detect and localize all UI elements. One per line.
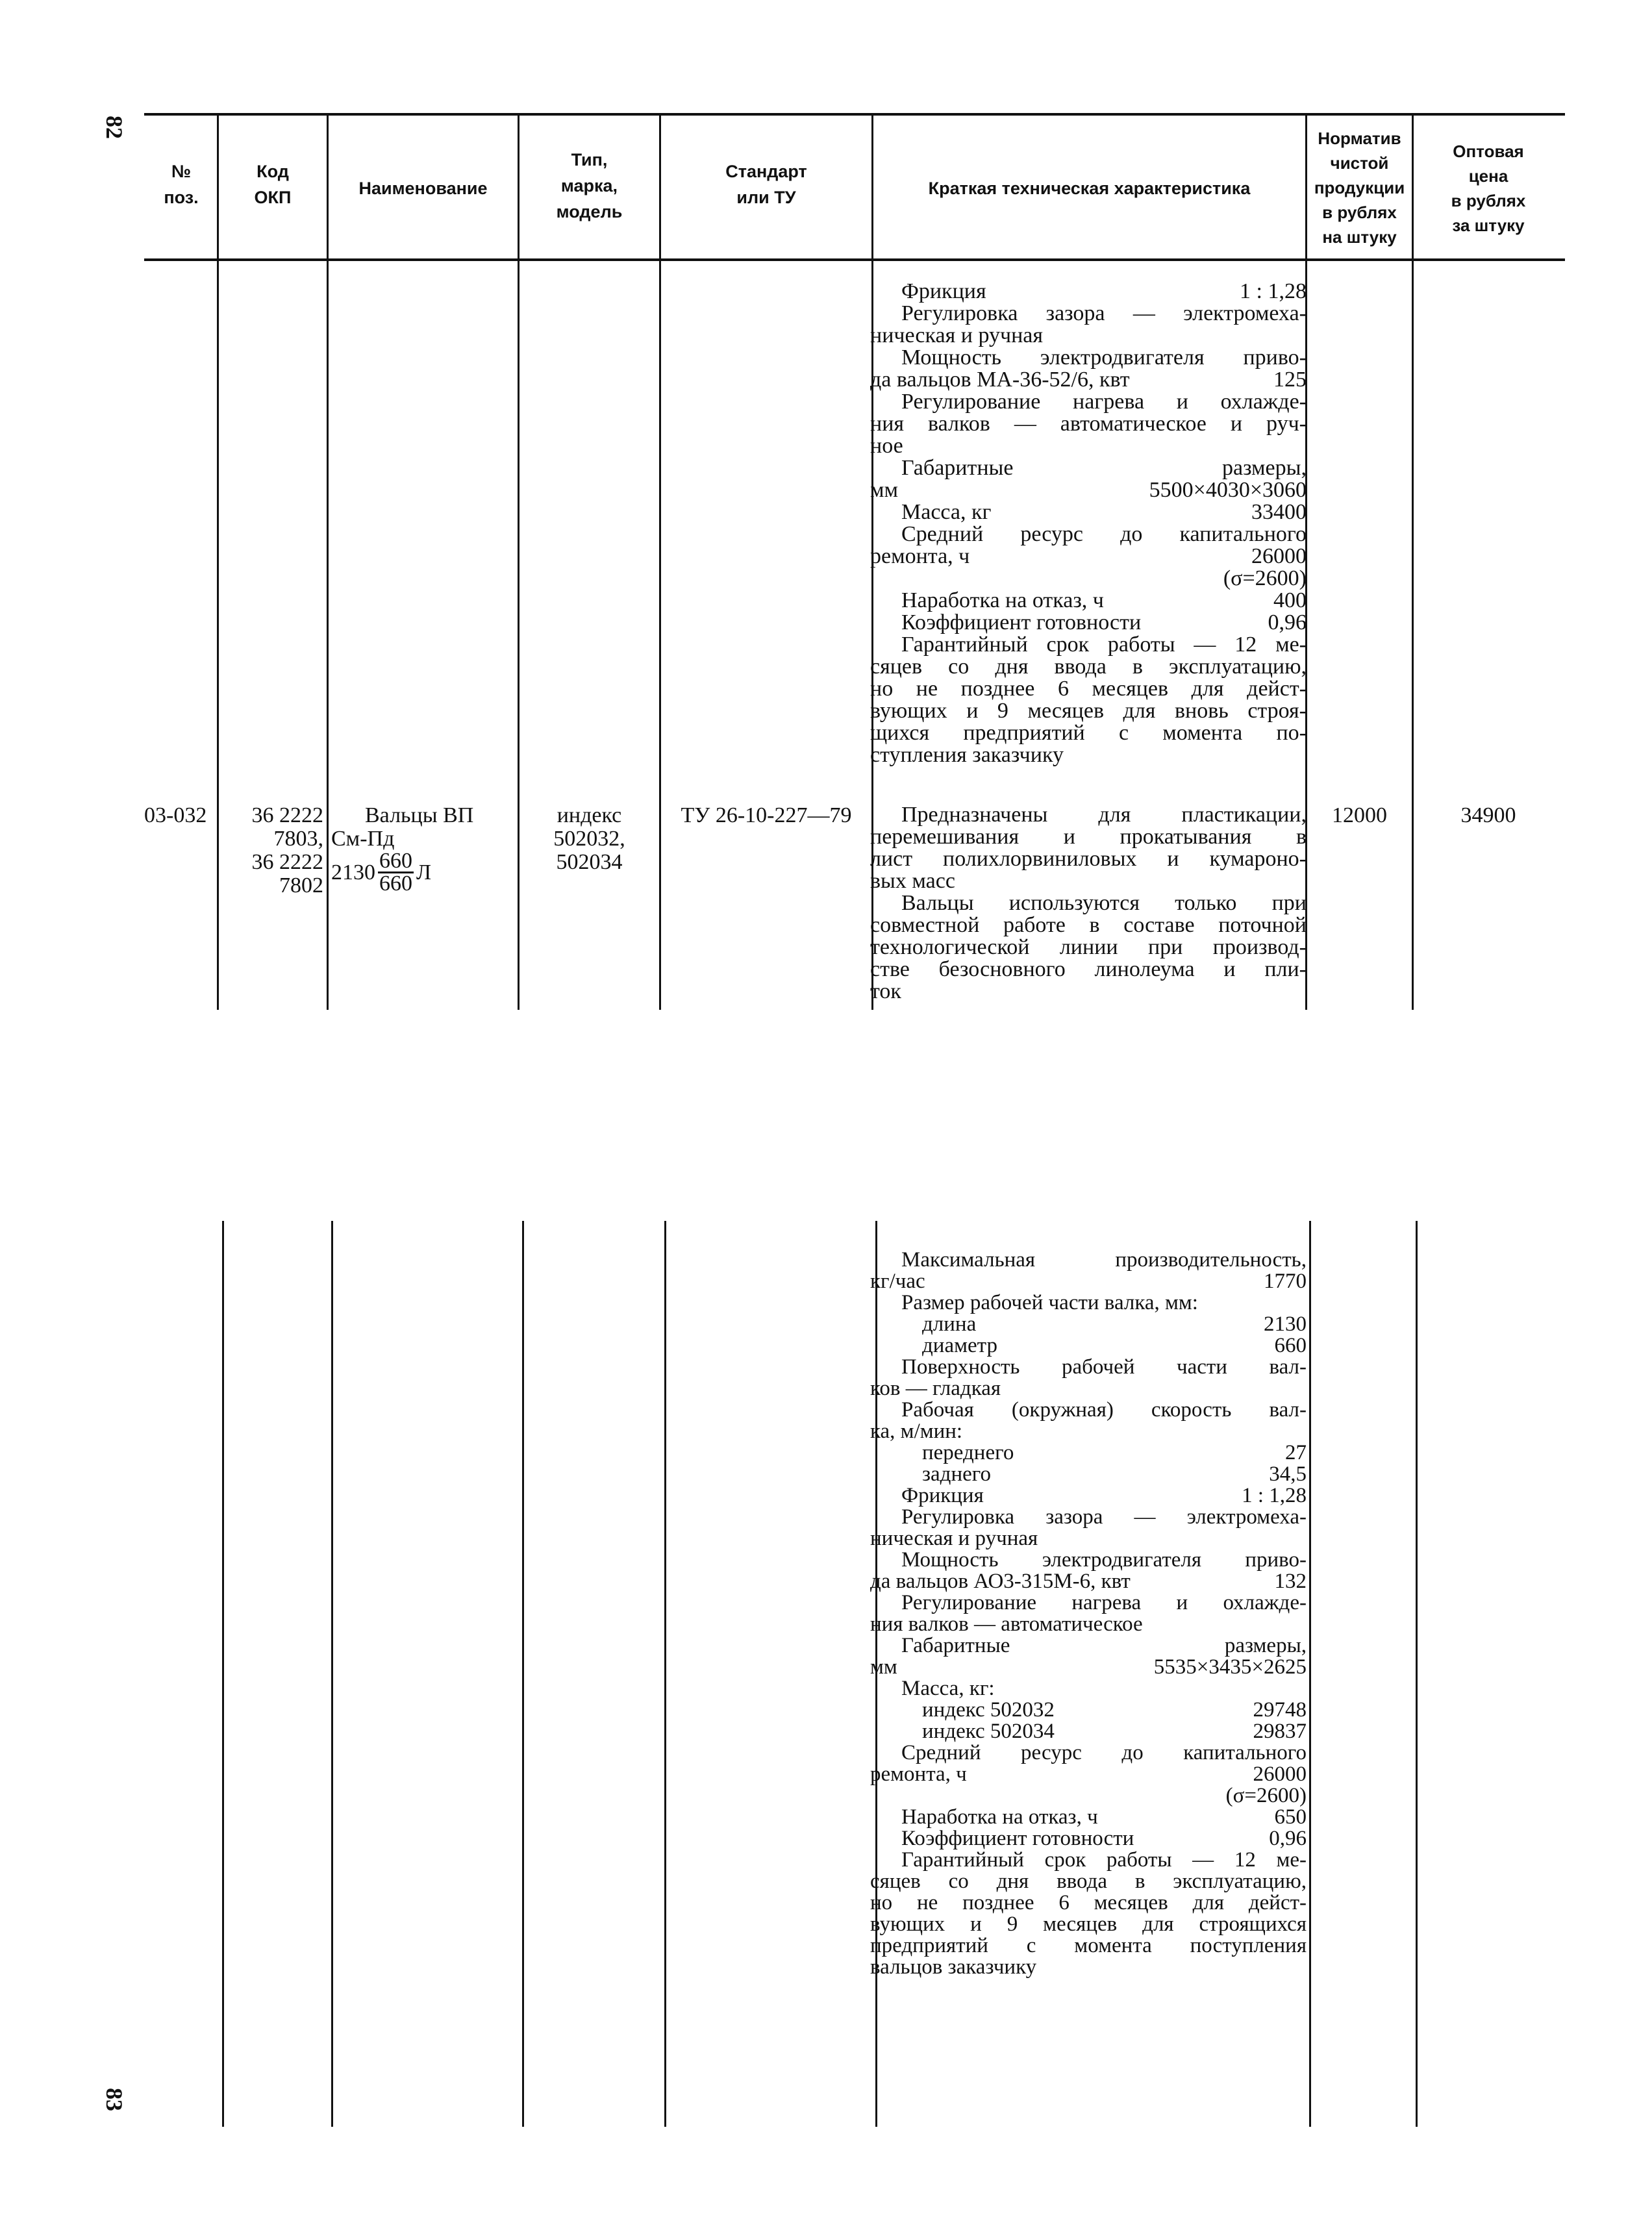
header-name: Наименование	[358, 179, 488, 198]
spec-line	[870, 1528, 1307, 1549]
spec-line	[870, 1807, 1307, 1828]
spec-block-bottom	[870, 1249, 1307, 1978]
spec-line	[870, 914, 1307, 936]
spec-text: ка, м/мин:	[870, 1420, 963, 1443]
spec-block-top	[870, 281, 1307, 766]
spec-label: индекс 502032	[922, 1698, 1055, 1722]
spec-text: технологической линии при производ-	[870, 935, 1307, 959]
spec-text: вующих и 9 месяцев для вновь строя-	[870, 699, 1307, 723]
spec-line	[870, 826, 1307, 848]
spec-line	[870, 1871, 1307, 1892]
column-rule	[659, 261, 661, 1010]
spec-line	[870, 1935, 1307, 1957]
spec-text: совместной работе в составе поточной	[870, 913, 1307, 937]
spec-value: 2130	[1264, 1312, 1307, 1336]
spec-line	[870, 347, 1307, 369]
spec-line	[870, 981, 1307, 1003]
spec-line	[870, 870, 1307, 892]
spec-text: Рабочая (окружная) скорость вал-	[901, 1398, 1307, 1422]
spec-text: Регулирование нагрева и охлажде-	[901, 1591, 1307, 1614]
spec-text: но не позднее 6 месяцев для дейст-	[870, 1891, 1307, 1914]
spec-line	[870, 435, 1307, 457]
spec-line	[870, 744, 1307, 766]
spec-line	[870, 656, 1307, 678]
spec-text: Мощность электродвигателя приво-	[901, 1548, 1307, 1572]
spec-value: 132	[1274, 1570, 1307, 1593]
spec-line	[870, 1957, 1307, 1978]
spec-text: ступления заказчику	[870, 743, 1064, 767]
spec-label: индекс 502034	[922, 1720, 1055, 1743]
spec-text: ния валков — автоматическое и руч-	[870, 412, 1307, 436]
spec-label: Коэффициент готовности	[901, 1827, 1134, 1850]
spec-line	[870, 612, 1307, 634]
spec-line	[870, 1271, 1307, 1292]
spec-value: 660	[1274, 1334, 1307, 1357]
spec-value: 0,96	[1269, 1827, 1307, 1850]
spec-label: длина	[922, 1312, 977, 1336]
spec-line	[870, 1314, 1307, 1335]
spec-value: 26000	[1253, 1762, 1307, 1786]
spec-line	[870, 1335, 1307, 1357]
header-price: Оптовая цена в рублях за штуку	[1451, 142, 1526, 235]
spec-text: Мощность электродвигателя приво-	[901, 345, 1307, 370]
spec-label: Фрикция	[901, 1484, 984, 1507]
spec-line	[870, 1914, 1307, 1935]
spec-line	[870, 1357, 1307, 1378]
spec-line	[870, 1399, 1307, 1421]
spec-value: (σ=2600)	[1225, 1784, 1307, 1807]
spec-text: щихся предприятий с момента по-	[870, 721, 1307, 745]
spec-text: ническая и ручная	[870, 1527, 1038, 1550]
spec-value: 5500×4030×3060	[1149, 478, 1307, 502]
spec-label: да вальцов АО3-315М-6, квт	[870, 1570, 1131, 1593]
spec-label: заднего	[922, 1462, 991, 1486]
spec-label: мм	[870, 478, 899, 502]
spec-text: ток	[870, 979, 901, 1003]
spec-label: диаметр	[922, 1334, 997, 1357]
spec-text: лист полихлорвиниловых и кумароно-	[870, 847, 1307, 871]
spec-line	[870, 1678, 1307, 1699]
column-rule	[1412, 261, 1414, 1010]
header-bottom-rule	[144, 258, 1565, 261]
row-type: индекс 502032, 502034	[553, 803, 625, 874]
header-type: Тип, марка, модель	[556, 150, 623, 221]
header-top-rule	[144, 113, 1565, 116]
spec-value: 5535×3435×2625	[1153, 1655, 1307, 1679]
spec-text: Максимальная производительность,	[901, 1248, 1307, 1272]
page-number-top: 82	[101, 116, 127, 139]
spec-line	[870, 281, 1307, 303]
spec-text: вующих и 9 месяцев для строящихся	[870, 1912, 1307, 1936]
spec-line	[870, 1292, 1307, 1314]
spec-label: Коэффициент готовности	[901, 610, 1142, 634]
spec-text: Предназначены для пластикации,	[901, 803, 1307, 827]
spec-line	[870, 1764, 1307, 1785]
spec-value: 400	[1273, 588, 1307, 612]
spec-line	[870, 457, 1307, 479]
column-rule	[217, 261, 219, 1010]
column-rule	[327, 261, 329, 1010]
spec-value: 26000	[1251, 544, 1307, 568]
spec-text: Средний ресурс до капитального	[901, 522, 1307, 546]
spec-label: ремонта, ч	[870, 544, 970, 568]
spec-label: кг/час	[870, 1270, 925, 1293]
spec-line	[870, 700, 1307, 722]
row-price: 34900	[1460, 803, 1516, 827]
header-spec: Краткая техническая характеристика	[928, 179, 1251, 198]
spec-label: мм	[870, 1655, 897, 1679]
spec-line	[870, 1850, 1307, 1871]
spec-label: Наработка на отказ, ч	[901, 588, 1104, 612]
spec-line	[870, 1892, 1307, 1914]
row-norm: 12000	[1332, 803, 1387, 827]
spec-line	[870, 1507, 1307, 1528]
spec-text: предприятий с момента поступления	[870, 1934, 1307, 1957]
header-standard: Стандарт или ТУ	[725, 162, 807, 207]
spec-value: (σ=2600)	[1223, 566, 1307, 590]
spec-value: 29837	[1253, 1720, 1307, 1743]
spec-block-purpose	[870, 804, 1307, 1003]
spec-line	[870, 678, 1307, 700]
spec-value: 0,96	[1268, 610, 1307, 634]
page-number-bottom: 83	[101, 2088, 127, 2111]
spec-line	[870, 1421, 1307, 1442]
header-norm: Норматив чистой продукции в рублях на штуку	[1314, 129, 1405, 247]
spec-text: Габаритные размеры,	[901, 456, 1307, 480]
spec-text: Регулировка зазора — электромеха-	[901, 301, 1307, 325]
spec-value: 34,5	[1269, 1462, 1307, 1486]
spec-text: вальцов заказчику	[870, 1955, 1037, 1979]
spec-text: вых масс	[870, 869, 955, 893]
row-okp: 36 2222 7803, 36 2222 7802	[251, 803, 323, 897]
spec-label: Масса, кг	[901, 500, 992, 524]
spec-line	[870, 1699, 1307, 1721]
spec-text: но не позднее 6 месяцев для дейст-	[870, 677, 1307, 701]
spec-text: ное	[870, 434, 903, 458]
spec-text: стве безосновного линолеума и пли-	[870, 957, 1307, 981]
spec-text: ния валков — автоматическое	[870, 1612, 1143, 1636]
row-name: Вальцы ВП См-Пд 2130 $\frac{660}{660}$ Л	[331, 803, 474, 896]
spec-line	[870, 1721, 1307, 1742]
column-rule	[1416, 1221, 1418, 2127]
spec-line	[870, 369, 1307, 391]
spec-line	[870, 1742, 1307, 1764]
spec-text: ническая и ручная	[870, 323, 1044, 347]
spec-line	[870, 391, 1307, 413]
spec-label: ремонта, ч	[870, 1762, 967, 1786]
spec-line	[870, 1657, 1307, 1678]
spec-text: Поверхность рабочей части вал-	[901, 1355, 1307, 1379]
spec-value: 1 : 1,28	[1240, 279, 1307, 303]
spec-text: Вальцы используются только при	[901, 891, 1307, 915]
spec-value: 29748	[1253, 1698, 1307, 1722]
spec-line	[870, 892, 1307, 914]
spec-line	[870, 634, 1307, 656]
spec-label: Наработка на отказ, ч	[901, 1805, 1098, 1829]
spec-line	[870, 590, 1307, 612]
spec-line	[870, 722, 1307, 744]
header-okp: Код ОКП	[254, 162, 292, 207]
spec-text: перемешивания и прокатывания в	[870, 825, 1307, 849]
spec-line	[870, 479, 1307, 501]
spec-line	[870, 1571, 1307, 1592]
header-pos: № поз.	[164, 162, 199, 207]
spec-line	[870, 325, 1307, 347]
spec-line	[870, 413, 1307, 435]
row-standard: ТУ 26-10-227—79	[681, 803, 852, 827]
spec-value: 125	[1273, 368, 1307, 392]
spec-line	[870, 1785, 1307, 1807]
spec-text: Регулировка зазора — электромеха-	[901, 1505, 1307, 1529]
spec-line	[870, 1485, 1307, 1507]
column-rule	[331, 1221, 333, 2127]
column-rule	[518, 261, 519, 1010]
spec-line	[870, 501, 1307, 523]
spec-text: Размер рабочей части валка, мм:	[901, 1291, 1198, 1314]
spec-line	[870, 1378, 1307, 1399]
spec-text: сяцев со дня ввода в эксплуатацию,	[870, 1870, 1307, 1893]
spec-line	[870, 1549, 1307, 1571]
column-rule	[222, 1221, 224, 2127]
spec-text: сяцев со дня ввода в эксплуатацию,	[870, 655, 1307, 679]
spec-line	[870, 848, 1307, 870]
spec-label: переднего	[922, 1441, 1014, 1464]
column-rule	[1309, 1221, 1311, 2127]
spec-value: 1770	[1264, 1270, 1307, 1293]
spec-text: Масса, кг:	[901, 1677, 995, 1700]
spec-text: Гарантийный срок работы — 12 ме-	[901, 1848, 1307, 1872]
spec-line	[870, 1828, 1307, 1850]
spec-line	[870, 1592, 1307, 1614]
spec-text: Средний ресурс до капитального	[901, 1741, 1307, 1764]
spec-text: ков — гладкая	[870, 1377, 1001, 1400]
spec-line	[870, 568, 1307, 590]
spec-line	[870, 1464, 1307, 1485]
spec-label: Фрикция	[901, 279, 986, 303]
spec-line	[870, 1614, 1307, 1635]
spec-label: да вальцов МА-36-52/6, квт	[870, 368, 1130, 392]
column-rule	[664, 1221, 666, 2127]
spec-text: Габаритные размеры,	[901, 1634, 1307, 1657]
spec-line	[870, 1442, 1307, 1464]
spec-line	[870, 545, 1307, 568]
spec-line	[870, 959, 1307, 981]
spec-value: 650	[1274, 1805, 1307, 1829]
spec-line	[870, 303, 1307, 325]
spec-line	[870, 523, 1307, 545]
spec-text: Регулирование нагрева и охлажде-	[901, 390, 1307, 414]
spec-line	[870, 804, 1307, 826]
spec-text: Гарантийный срок работы — 12 ме-	[901, 633, 1307, 657]
column-rule	[522, 1221, 524, 2127]
spec-line	[870, 1635, 1307, 1657]
spec-line	[870, 936, 1307, 959]
spec-line	[870, 1249, 1307, 1271]
spec-value: 1 : 1,28	[1242, 1484, 1307, 1507]
spec-value: 33400	[1251, 500, 1307, 524]
spec-value: 27	[1285, 1441, 1307, 1464]
row-pos: 03-032	[144, 803, 207, 827]
